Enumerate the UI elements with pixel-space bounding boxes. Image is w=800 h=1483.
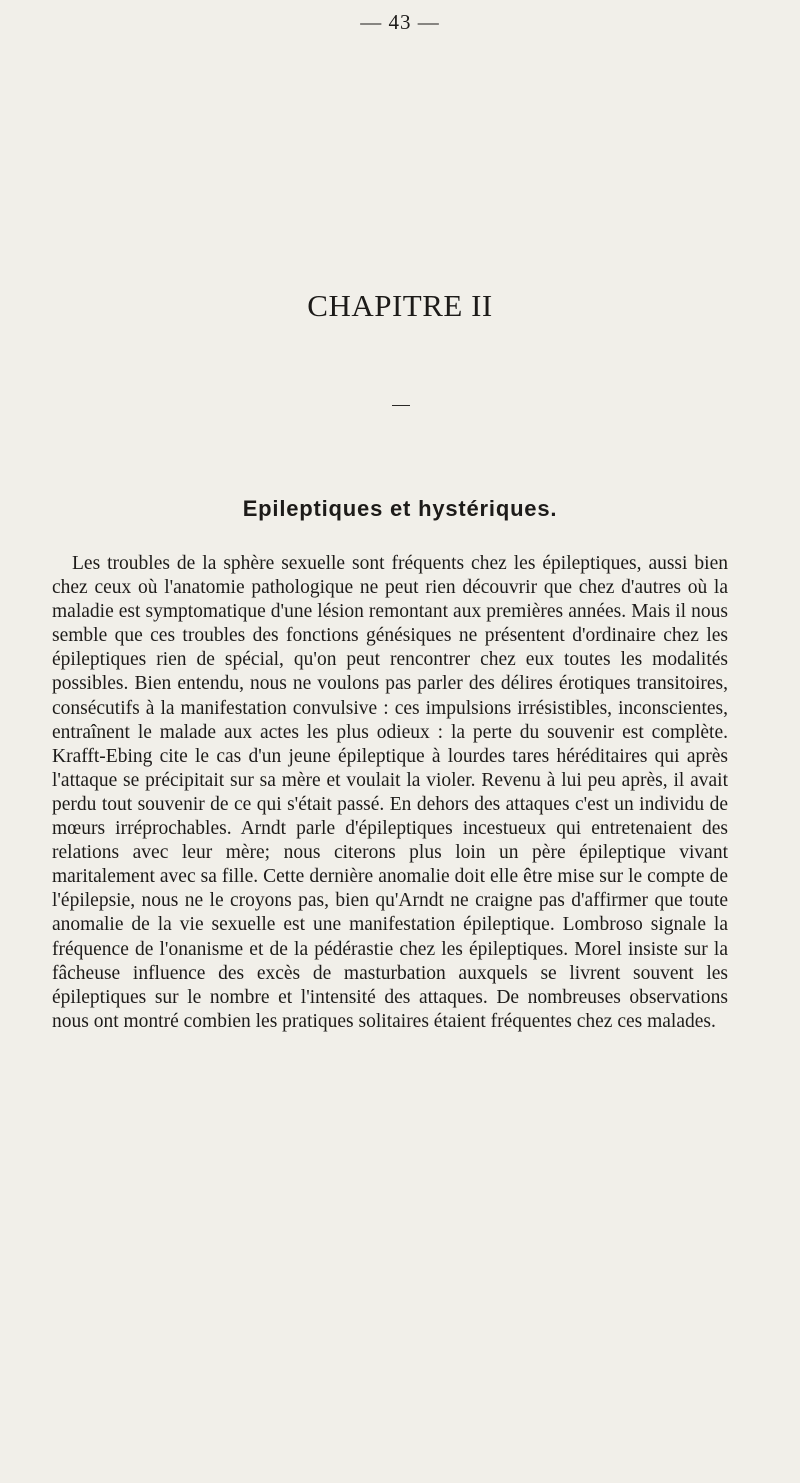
- body-paragraph: Les troubles de la sphère sexuelle sont fréquents chez les épileptiques, aussi bien chez ceux où l'anatomie pathologique ne peut rien découvrir que chez d'autres où la maladie est symptomatique d'une lésion remontant aux premières années. Mais il nous semble que ces troubles des fonctions génésiques ne présentent d'ordinaire chez les épileptiques rien de spécial, qu'on peut rencontrer chez eux toutes les modalités possibles. Bien entendu, nous ne voulons pas parler des délires érotiques transitoires, consécutifs à la manifestation convulsive : ces impulsions irrésistibles, inconscientes, entraînent le malade aux actes les plus odieux : la perte du souvenir est complète. Krafft-Ebing cite le cas d'un jeune épileptique à lourdes tares héréditaires qui après l'attaque se précipitait sur sa mère et voulait la violer. Revenu à lui peu après, il avait perdu tout souvenir de ce qui s'était passé. En dehors des attaques c'est un individu de mœurs irréprochables. Arndt parle d'épileptiques incestueux qui entretenaient des relations avec leur mère; nous citerons plus loin un père épileptique vivant maritalement avec sa fille. Cette dernière anomalie doit elle être mise sur le compte de l'épilepsie, nous ne le croyons pas, bien qu'Arndt ne craigne pas d'affirmer que toute anomalie de la vie sexuelle est une manifestation épileptique. Lombroso signale la fréquence de l'onanisme et de la pédérastie chez les épileptiques. Morel insiste sur la fâcheuse influence des excès de masturbation auxquels se livrent souvent les épileptiques sur le nombre et l'intensité des attaques. De nombreuses observations nous ont montré combien les pratiques solitaires étaient fréquentes chez ces malades.: [52, 553, 728, 1032]
- page-number: — 43 —: [360, 10, 440, 34]
- chapter-heading: CHAPITRE II: [307, 288, 493, 323]
- divider-rule: [392, 405, 410, 406]
- section-title: Epileptiques et hystériques.: [242, 496, 558, 521]
